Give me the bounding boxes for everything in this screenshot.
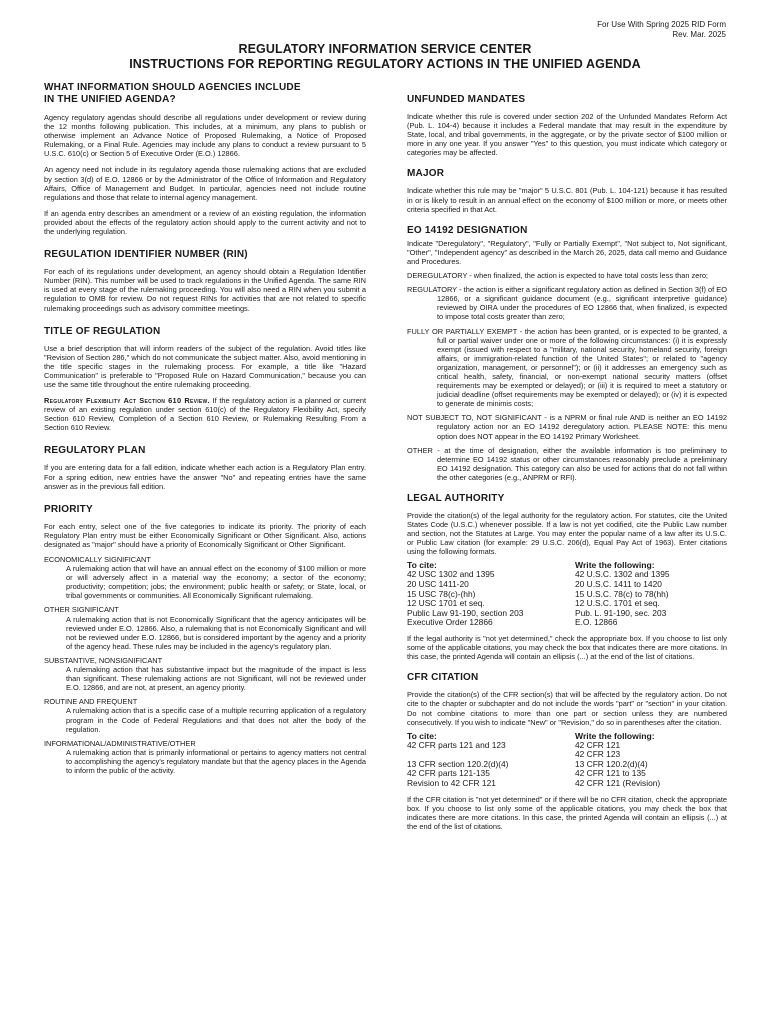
paragraph: For each entry, select one of the five categories to indicate its priority. The priority of each Regulatory Plan entry must be either Economically Significant or Other Significant. Also, actions designated as "major" should have a priority of Economically Significant or Other Significant. bbox=[44, 521, 366, 549]
priority-item bbox=[44, 656, 366, 692]
designation-item: REGULATORY - the action is either a significant regulatory action as defined in Section 3(f) of EO 12866, or a significant guidance document (e.g., significant interpretive guidance) reviewed by OIRA under the procedures of EO 12866 that, when finalized, is expected to impose total costs greater than zero; bbox=[407, 285, 727, 322]
section-unfunded-mandates bbox=[407, 94, 727, 157]
priority-item-description: A rulemaking action that is not Economically Significant that the agency anticipates will be reviewed under E.O. 12866. Also, a rulemaking that is not Economically Significant and will not be reviewed under E.O. 12866, but is considered important by the agency and a priority of the agency head. These rules may be included in the agency's regulatory plan. bbox=[66, 614, 366, 651]
form-version-line: For Use With Spring 2025 RID Form bbox=[597, 20, 726, 29]
designation-item: DEREGULATORY - when finalized, the action is expected to have total costs less than zero; bbox=[407, 271, 708, 281]
designation-item: NOT SUBJECT TO, NOT SIGNIFICANT - is a NPRM or final rule AND is neither an EO 14192 regulatory action nor an EO 14192 deregulatory action. PLEASE NOTE: this menu option does NOT appear in the EO 14192 Primary Worksheet. bbox=[407, 413, 727, 441]
priority-item-name: OTHER SIGNIFICANT bbox=[44, 605, 119, 615]
rfa-text: If the regulatory action is a planned or current review of an existing regulation under section 610(c) of the Regulatory Flexibility Act, specify Section 610 Review, Completion of a Section 610 Review, or Rulemaking Resulting From a Section 610 Review. bbox=[44, 396, 366, 433]
section-heading: EO 14192 DESIGNATION bbox=[407, 224, 528, 236]
citation-input-example: 20 USC 1411-20 bbox=[407, 579, 469, 590]
citation-output-example: 42 CFR 121 to 135 bbox=[575, 768, 646, 779]
section-major bbox=[407, 168, 727, 213]
cfr-citation-table bbox=[407, 731, 727, 789]
citation-input-example: 42 CFR parts 121-135 bbox=[407, 768, 490, 779]
priority-item bbox=[44, 605, 366, 650]
priority-item-description: A rulemaking action that has substantive impact but the magnitude of the impact is less than significant. These rulemaking actions are not Significant, will not be reviewed under E.O. 12866, and are not, at present, an agency priority. bbox=[66, 665, 366, 693]
paragraph: If an agenda entry describes an amendment or a review of an existing regulation, the information provided about the effects of the regulatory action should apply to the current activity and not to the underlying regulation. bbox=[44, 208, 366, 237]
priority-item-name: ECONOMICALLY SIGNIFICANT bbox=[44, 555, 151, 564]
paragraph: Indicate whether this rule may be "major" 5 U.S.C. 801 (Pub. L. 104-121) because it has resulted in or is likely to result in an annual effect on the economy of $100 million or more, or meets other criteria specified in that Act. bbox=[407, 186, 727, 214]
section-heading: PRIORITY bbox=[44, 503, 93, 515]
legal-citation-table bbox=[407, 560, 727, 628]
write-column bbox=[575, 731, 727, 789]
paragraph: Provide the citation(s) of the CFR section(s) that will be affected by the regulatory action. Do not cite to the chapter or subchapter and do not include the words "part" or "section" in your citation. Do not combine citations to more than one part or section unless they are numbered consecutively. If you wish to indicate "New" or "Revision," do so in parentheses after the citation. bbox=[407, 690, 727, 727]
section-regulatory-plan bbox=[44, 445, 366, 490]
designation-item: OTHER - at the time of designation, either the available information is too preliminary to determine EO 14192 status or other circumstances reasonably preclude a preliminary EO 14192 designation. This category can also be used for actions that do not fall within the other categories (e.g., ANPRM or RFI). bbox=[407, 445, 727, 482]
paragraph: Indicate whether this rule is covered under section 202 of the Unfunded Mandates Reform Act (Pub. L. 104-4) because it includes a Federal mandate that may result in the expenditure by State, local, and tribal governments, in the aggregate, or by the private sector of $100 million or more in any one year. If you answer "Yes" to this question, you must indicate which category or categories may be affected. bbox=[407, 112, 727, 158]
section-title-of-regulation bbox=[44, 326, 366, 433]
priority-item-name: INFORMATIONAL/ADMINISTRATIVE/OTHER bbox=[44, 738, 196, 748]
citation-output-example: 42 CFR 123 bbox=[575, 749, 621, 760]
paragraph: If the CFR citation is "not yet determined" or if there will be no CFR citation, check the appropriate box. If you choose to list only some of the applicable citations, you may check the box that indicates there are more citations. In this case, the printed Agenda will contain an ellipsis (...) at the end of the list of citations. bbox=[407, 794, 727, 831]
to-cite-header: To cite: bbox=[407, 730, 437, 741]
citation-output-example: 13 CFR 120.2(d)(4) bbox=[575, 758, 648, 769]
right-column bbox=[407, 94, 727, 839]
write-column bbox=[575, 560, 727, 628]
section-what-information bbox=[44, 82, 366, 236]
citation-output-example: 15 U.S.C. 78(c) to 78(hh) bbox=[575, 588, 669, 599]
priority-item-description: A rulemaking action that will have an annual effect on the economy of $100 million or more or will adversely affect in a material way the economy; a sector of the economy; productivity; competition; jobs; the environment; public health or safety; or State, local, or tribal governments or communities. All Economically Significant rulemaking. bbox=[66, 564, 366, 601]
priority-item bbox=[44, 555, 366, 600]
section-heading: MAJOR bbox=[407, 168, 445, 180]
paragraph: An agency need not include in its regulatory agenda those rulemaking actions that are excluded by section 3(d) of E.O. 12866 or by the Administrator of the Office of Information and Regulatory Affairs, Office of Management and Budget. In particular, agencies need not include routine regulations and those that relate to internal agency management. bbox=[44, 165, 366, 202]
paragraph: For each of its regulations under development, an agency should obtain a Regulation Identifier Number (RIN). This number will be used to track regulations in the Unified Agenda. The same RIN is used at every stage of the rulemaking proceeding. You will also need a RIN when you submit a regulation to OMB for review. Do not request RINs for activities that are not related to specific rulemaking proceedings such as advisory committee meetings. bbox=[44, 267, 366, 313]
section-legal-authority bbox=[407, 493, 727, 661]
paragraph: Provide the citation(s) of the legal authority for the regulatory action. For statutes, cite the United States Code (U.S.C.) whenever possible. If a law is not yet codified, cite the Public Law number and section, not the Statutes at Large. You may enter the popular name of a law after its U.S.C. or Public Law citation (for example: 29 U.S.C. 206(d), Equal Pay Act of 1963). Enter citations using the following formats. bbox=[407, 511, 727, 557]
priority-item-name: ROUTINE AND FREQUENT bbox=[44, 697, 138, 707]
priority-item-name: SUBSTANTIVE, NONSIGNIFICANT bbox=[44, 655, 163, 665]
section-heading: REGULATION IDENTIFIER NUMBER (RIN) bbox=[44, 249, 248, 261]
citation-input-example: Public Law 91-190, section 203 bbox=[407, 607, 524, 618]
priority-item-description: A rulemaking action that is primarily informational or pertains to agency matters not central to accomplishing the agency's regulatory mandate but that the agency places in the Agenda to inform the public of the activity. bbox=[66, 747, 366, 775]
section-cfr-citation bbox=[407, 672, 727, 831]
section-heading: UNFUNDED MANDATES bbox=[407, 94, 526, 105]
section-heading: CFR CITATION bbox=[407, 672, 479, 684]
section-heading: REGULATORY PLAN bbox=[44, 445, 146, 457]
citation-input-example: 13 CFR section 120.2(d)(4) bbox=[407, 758, 509, 769]
section-rin bbox=[44, 249, 366, 312]
citation-output-example: E.O. 12866 bbox=[575, 617, 618, 628]
to-cite-column bbox=[407, 560, 559, 628]
citation-output-example: 42 CFR 121 (Revision) bbox=[575, 778, 661, 789]
form-revision-line: Rev. Mar. 2025 bbox=[672, 30, 726, 39]
section-priority bbox=[44, 504, 366, 775]
citation-output-example: Pub. L. 91-190, sec. 203 bbox=[575, 607, 667, 618]
citation-output-example: 42 CFR 121 bbox=[575, 739, 621, 750]
paragraph: Indicate "Deregulatory", "Regulatory", "Fully or Partially Exempt", "Not subject to, Not significant, "Other", "Independent agency" as described in the March 26, 2025, data call memo and Guidance and Procedures. bbox=[407, 238, 727, 266]
citation-input-example: 42 USC 1302 and 1395 bbox=[407, 569, 495, 580]
priority-item bbox=[44, 739, 366, 775]
citation-input-example: Revision to 42 CFR 121 bbox=[407, 778, 496, 789]
designation-item: FULLY OR PARTIALLY EXEMPT - the action has been granted, or is expected to be granted, a full or partial waiver under one or more of the following circumstances: (i) it is expressly exempt (issued with respect to a "military, national security, homeland security, foreign affairs, or immigration-related function of the United States"; or related to "agency organization, management, or personnel"); or (ii) it addresses an emergency such as critical health, safety, financial, or non-exempt national security matters (offset requirements may be exempted or delayed); or (iii) it is required to meet a statutory or judicial deadline (offset requirements may be exempted or delayed); or (iv) it is expected to generate de minimis costs; bbox=[407, 326, 727, 409]
priority-item-description: A rulemaking action that is a specific case of a multiple recurring application of a regulatory program in the Code of Federal Regulations and that does not alter the body of the regulation. bbox=[66, 706, 366, 734]
citation-output-example: 20 U.S.C. 1411 to 1420 bbox=[575, 579, 662, 590]
citation-input-example: 12 USC 1701 et seq. bbox=[407, 598, 485, 609]
form-identifier bbox=[597, 20, 726, 40]
citation-output-example: 12 U.S.C. 1701 et seq. bbox=[575, 598, 660, 609]
priority-item bbox=[44, 697, 366, 733]
to-cite-column bbox=[407, 731, 559, 789]
citation-input-example: Executive Order 12866 bbox=[407, 617, 493, 628]
section-eo14192 bbox=[407, 225, 727, 482]
left-column bbox=[44, 82, 366, 783]
section-heading: LEGAL AUTHORITY bbox=[407, 493, 505, 504]
section-heading-cont: IN THE UNIFIED AGENDA? bbox=[44, 94, 176, 105]
write-header: Write the following: bbox=[575, 560, 655, 571]
to-cite-header: To cite: bbox=[407, 560, 437, 571]
page-title-line-1: REGULATORY INFORMATION SERVICE CENTER bbox=[238, 42, 532, 56]
rfa-label: Regulatory Flexibility Act Section 610 Review. bbox=[44, 396, 210, 406]
section-heading: TITLE OF REGULATION bbox=[44, 325, 161, 337]
paragraph: If you are entering data for a fall edition, indicate whether each action is a Regulatory Plan entry. For a spring edition, new entries have the answer "No" and repeating entries have the same answer as in the previous fall edition. bbox=[44, 463, 366, 491]
citation-input-example: 42 CFR parts 121 and 123 bbox=[407, 739, 506, 750]
paragraph: If the legal authority is "not yet determined," check the appropriate box. If you choose to list only some of the applicable citations, you may check the box that indicates there are more citations. In this case, the printed Agenda will contain an ellipsis (...) at the end of the list of citations. bbox=[407, 634, 727, 662]
citation-input-example: 15 USC 78(c)-(hh) bbox=[407, 588, 476, 599]
page-title-line-2: INSTRUCTIONS FOR REPORTING REGULATORY ACTIONS IN THE UNIFIED AGENDA bbox=[129, 57, 641, 71]
section-heading: WHAT INFORMATION SHOULD AGENCIES INCLUDE bbox=[44, 82, 301, 93]
paragraph: Use a brief description that will inform readers of the subject of the regulation. Avoid titles like "Revision of Section 286," which do not communicate the subject matter. Also, avoid mentioning in the title specific stages in the rulemaking process. For example, a title like "Hazard Communication" is preferable to "Proposed Rule on Hazard Communication," because you can use the same title throughout the entire rulemaking proceeding. bbox=[44, 343, 366, 389]
paragraph bbox=[44, 396, 366, 432]
citation-output-example: 42 U.S.C. 1302 and 1395 bbox=[575, 569, 670, 580]
paragraph: Agency regulatory agendas should describe all regulations under development or review during the 12 months following publication. This includes, at a minimum, any plans to publish or otherwise implement an Advance Notice of Proposed Rulemaking, a Notice of Proposed Rulemaking, or a Final Rule. Agencies may include any plans to conduct a review pursuant to 5 U.S.C. 610(c) or Section 5 of Executive Order (E.O.) 12866. bbox=[44, 113, 366, 159]
write-header: Write the following: bbox=[575, 730, 655, 741]
